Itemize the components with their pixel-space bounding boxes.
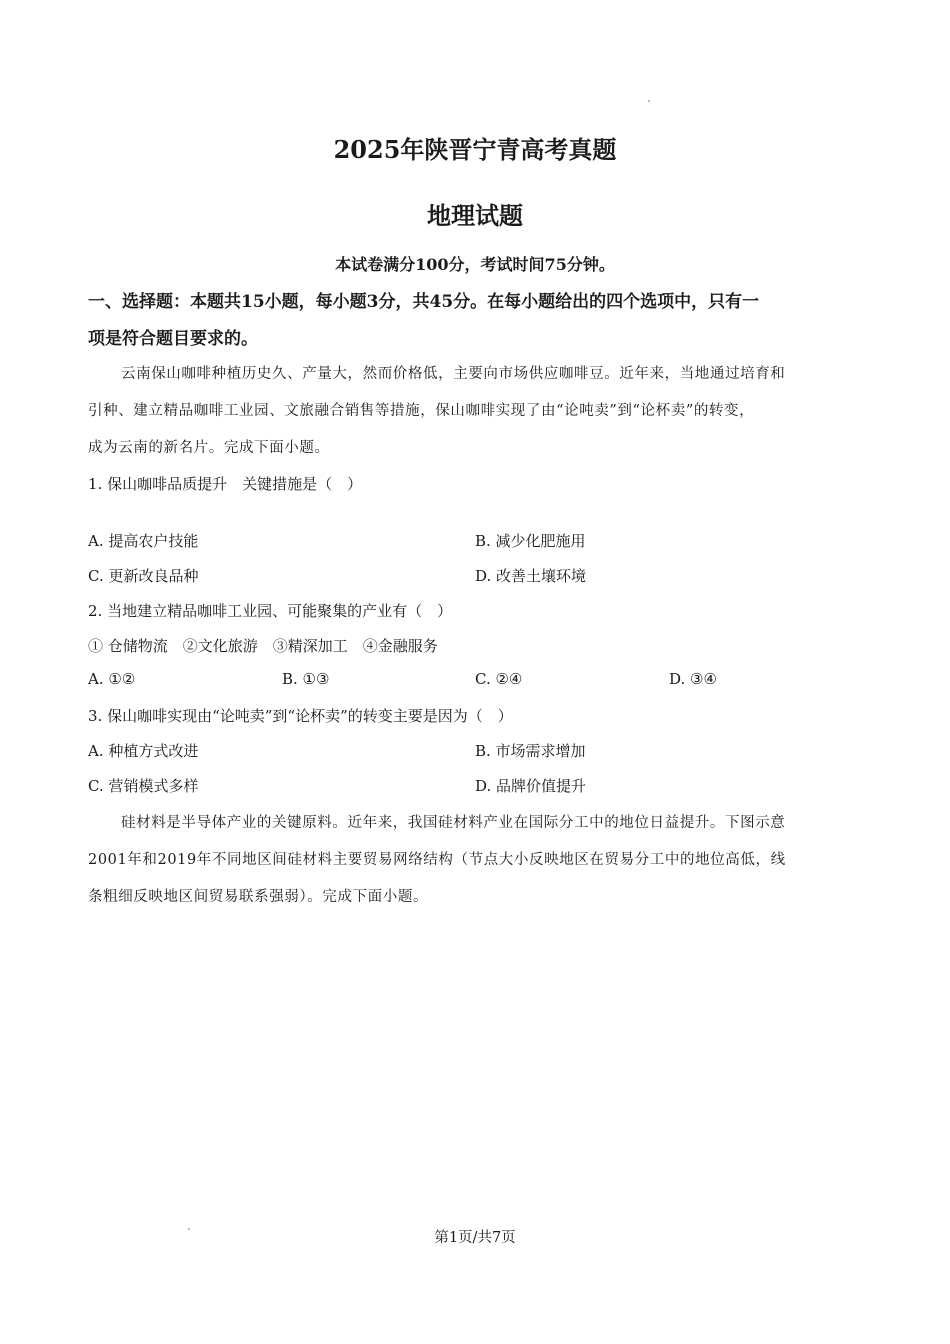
question-1-option-b[interactable]: B. 减少化肥施用 (475, 532, 586, 550)
question-3-option-c[interactable]: C. 营销模式多样 (88, 777, 199, 795)
passage1-line1: 云南保山咖啡种植历史久、产量大，然而价格低，主要向市场供应咖啡豆。近年来，当地通过培育和 (121, 366, 786, 382)
passage2-line1: 硅材料是半导体产业的关键原料。近年来，我国硅材料产业在国际分工中的地位日益提升。下图示意 (121, 815, 786, 831)
question-3-option-b[interactable]: B. 市场需求增加 (475, 742, 586, 760)
question-2-option-a[interactable]: A. ①② (88, 670, 136, 688)
exam-info: 本试卷满分100分，考试时间75分钟。 (335, 255, 615, 274)
section-heading-line2: 项是符合题目要求的。 (88, 329, 258, 349)
question-2-items: ① 仓储物流 ②文化旅游 ③精深加工 ④金融服务 (88, 637, 438, 655)
page-title: 2025年陕晋宁青高考真题 (333, 135, 617, 164)
question-1-option-d[interactable]: D. 改善土壤环境 (475, 567, 587, 585)
question-1-stem: 1. 保山咖啡品质提升 关键措施是（ ） (88, 475, 363, 493)
subject-title: 地理试题 (427, 201, 523, 230)
question-2-option-c[interactable]: C. ②④ (475, 670, 523, 688)
passage2-line3: 条粗细反映地区间贸易联系强弱）。完成下面小题。 (88, 889, 429, 905)
passage1-line3: 成为云南的新名片。完成下面小题。 (88, 440, 330, 456)
passage2-line2: 2001年和2019年不同地区间硅材料主要贸易网络结构（节点大小反映地区在贸易分工中的地位高低，线 (88, 852, 786, 868)
question-3-option-d[interactable]: D. 品牌价值提升 (475, 777, 587, 795)
question-2-option-b[interactable]: B. ①③ (282, 670, 330, 688)
scan-dot (648, 100, 650, 102)
question-1-option-a[interactable]: A. 提高农户技能 (88, 532, 199, 550)
section-heading-line1: 一、选择题：本题共15小题，每小题3分，共45分。在每小题给出的四个选项中，只有一 (88, 292, 760, 312)
question-2-stem: 2. 当地建立精品咖啡工业园、可能聚集的产业有（ ） (88, 602, 453, 620)
passage1-line2: 引种、建立精品咖啡工业园、文旅融合销售等措施，保山咖啡实现了由“论吨卖”到“论杯卖”的转变， (88, 403, 755, 419)
question-2-option-d[interactable]: D. ③④ (669, 670, 717, 688)
question-1-option-c[interactable]: C. 更新改良品种 (88, 567, 199, 585)
question-3-stem: 3. 保山咖啡实现由“论吨卖”到“论杯卖”的转变主要是因为（ ） (88, 707, 513, 725)
question-3-option-a[interactable]: A. 种植方式改进 (88, 742, 199, 760)
page-footer: 第1页/共7页 (434, 1230, 516, 1246)
